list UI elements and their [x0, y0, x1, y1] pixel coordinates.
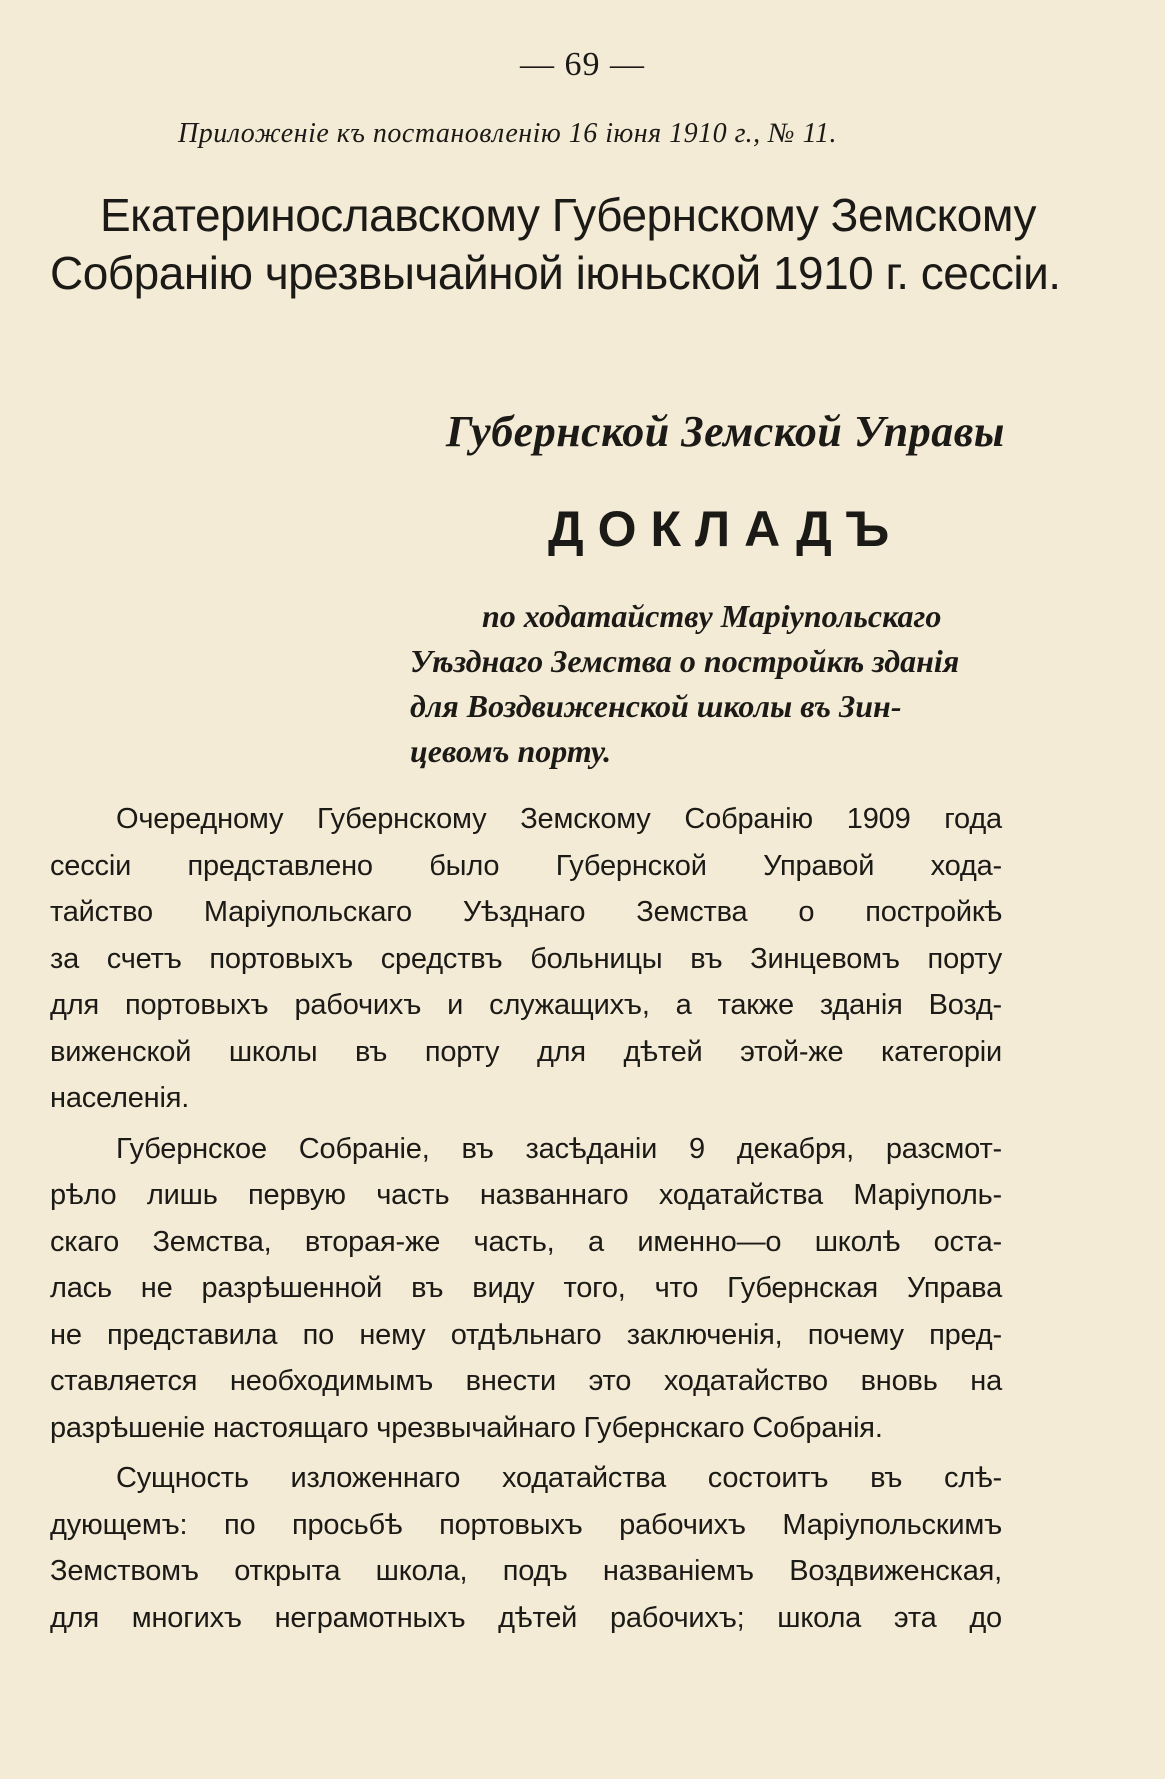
document-title	[50, 186, 1120, 302]
title-line: Екатеринославскому Губернскому Земскому	[100, 189, 1037, 241]
text-line: Земствомъ открыта школа, подъ названіемъ Воздвиженская,	[50, 1555, 1002, 1587]
paragraph	[50, 796, 1002, 1122]
text-line: сессіи представлено было Губернской Управой хода-	[50, 849, 1002, 882]
text-line: за счетъ портовыхъ средствъ больницы въ Зинцевомъ порту	[50, 942, 1002, 975]
paragraph	[50, 1126, 1002, 1452]
text-line: лась не разрѣшенной въ виду того, что Губернская Управа	[50, 1272, 1002, 1304]
text-line: тайство Маріупольскаго Уѣзднаго Земства о постройкѣ	[50, 896, 1002, 928]
appendix-note: Приложеніе къ постановленію 16 іюня 1910 г., № 11.	[178, 118, 837, 149]
text-line: для многихъ неграмотныхъ дѣтей рабочихъ; школа эта до	[50, 1601, 1002, 1634]
text-line: Сущность изложеннаго ходатайства состоитъ въ слѣ-	[116, 1462, 1002, 1494]
text-line: ставляется необходимымъ внести это ходатайство вновь на	[50, 1365, 1002, 1397]
report-source: Губернской Земской Управы	[446, 407, 1005, 456]
text-line: Губернское Собраніе, въ засѣданіи 9 декабря, разсмот-	[116, 1132, 1002, 1165]
text-line: скаго Земства, вторая-же часть, а именно—о школѣ оста-	[50, 1225, 1002, 1258]
subject-line: для Воздвиженской школы въ Зин-	[410, 688, 902, 724]
text-line: для портовыхъ рабочихъ и служащихъ, а также зданія Возд-	[50, 989, 1002, 1021]
text-line: разрѣшеніе настоящаго чрезвычайнаго Губернскаго Собранія.	[50, 1411, 883, 1444]
subject-line: Уѣзднаго Земства о постройкѣ зданія	[410, 643, 960, 679]
report-heading: ДОКЛАДЪ	[548, 501, 904, 557]
subject-line: по ходатайству Маріупольскаго	[482, 598, 942, 634]
text-line: не представила по нему отдѣльнаго заключенія, почему пред-	[50, 1318, 1002, 1351]
text-line: Очередному Губернскому Земскому Собранію 1909 года	[116, 803, 1002, 835]
title-line: Собранію чрезвычайной іюньской 1910 г. сессіи.	[50, 247, 1061, 299]
report-subject	[410, 594, 1010, 774]
body-text	[50, 796, 1002, 1645]
text-line: виженской школы въ порту для дѣтей этой-же категоріи	[50, 1035, 1002, 1068]
text-line: рѣло лишь первую часть названнаго ходатайства Маріуполь-	[50, 1179, 1002, 1211]
subject-line: цевомъ порту.	[410, 733, 612, 769]
text-line: населенія.	[50, 1082, 190, 1114]
paragraph	[50, 1455, 1002, 1641]
page-number: — 69 —	[520, 46, 645, 83]
text-line: дующемъ: по просьбѣ портовыхъ рабочихъ Маріупольскимъ	[50, 1508, 1002, 1541]
